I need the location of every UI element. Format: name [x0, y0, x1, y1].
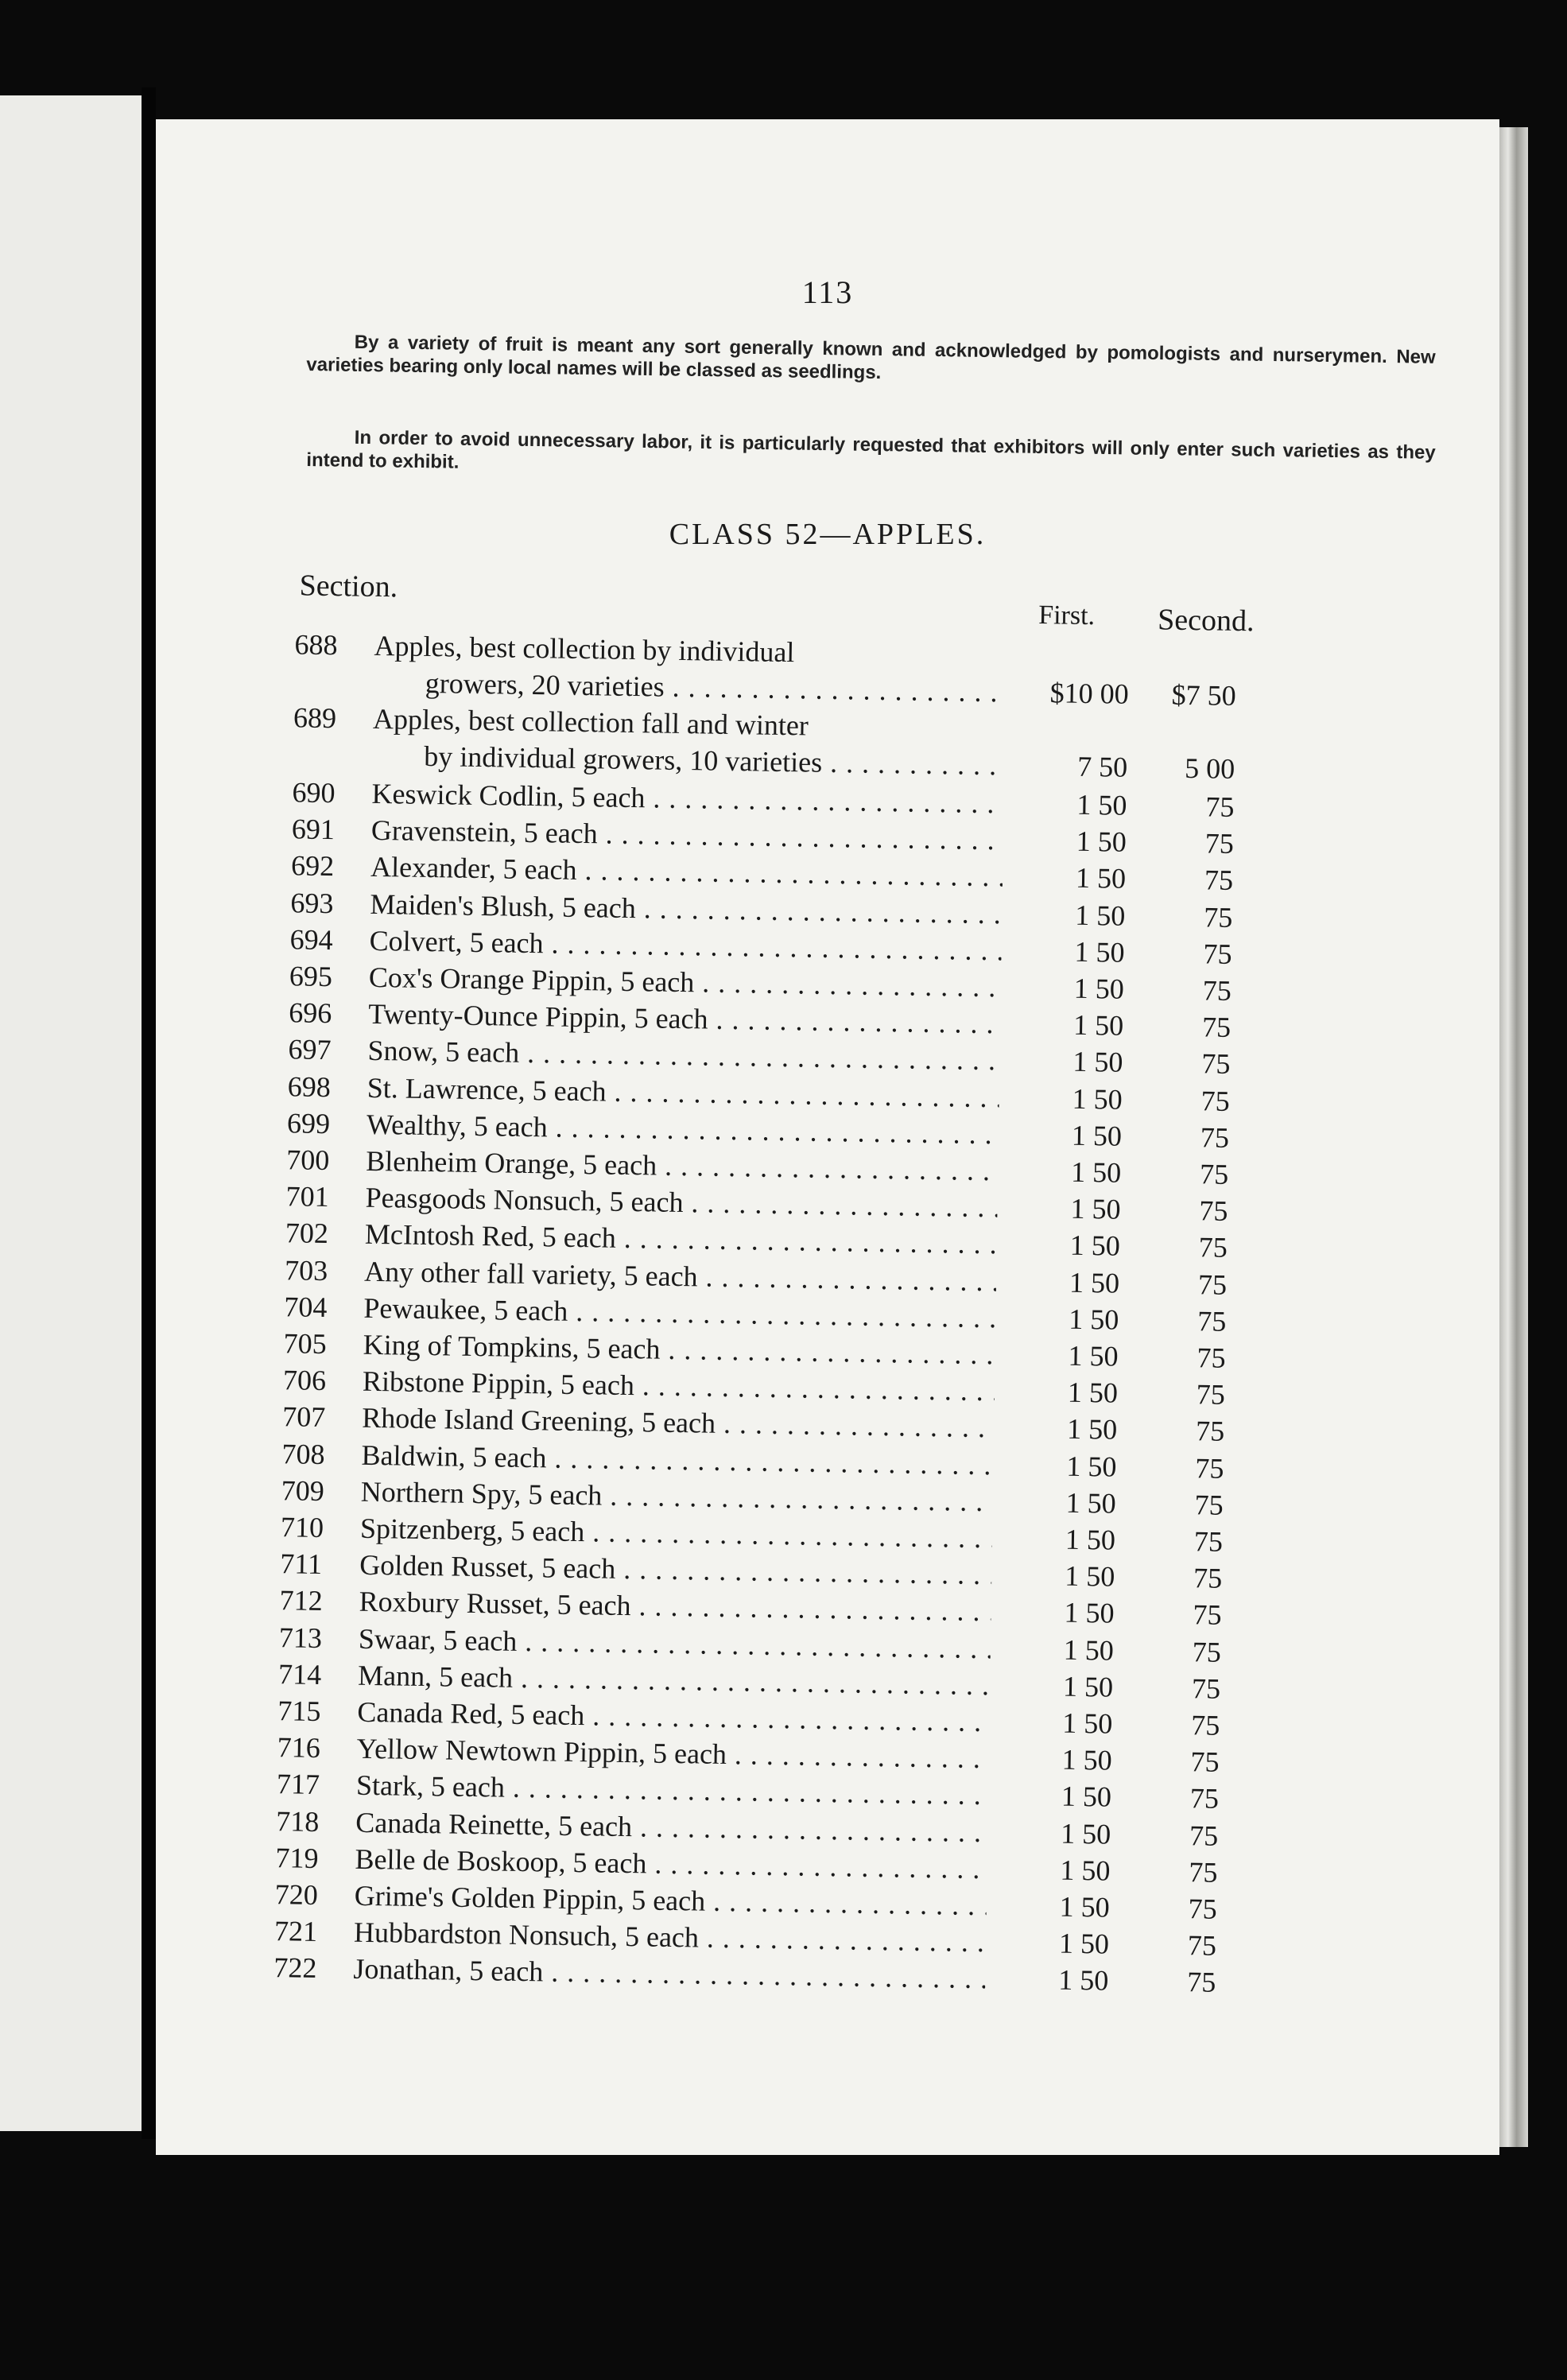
section-number: 703	[284, 1253, 328, 1287]
entry-description: Belle de Boskoop, 5 each . . .	[355, 1841, 987, 1887]
first-prize: 1 50	[1061, 1743, 1112, 1776]
second-prize: 75	[1196, 1378, 1226, 1411]
section-number: 697	[288, 1033, 332, 1066]
entry-description: Colvert, 5 each . . .	[369, 922, 1002, 969]
second-prize: 75	[1197, 1305, 1227, 1338]
section-number: 698	[287, 1070, 332, 1103]
first-prize: 1 50	[1065, 1523, 1116, 1556]
first-prize: 1 50	[1069, 1266, 1120, 1299]
section-number: 715	[277, 1695, 321, 1728]
entry-description: Yellow Newtown Pippin, 5 each . . .	[356, 1730, 989, 1776]
second-prize: 75	[1203, 938, 1232, 970]
first-prize: 1 50	[1060, 1854, 1111, 1887]
second-prize: 75	[1202, 974, 1232, 1007]
intro-text: By a variety of fruit is meant any sort generally known and acknowledged by pomologists and nurserymen. New varieties bearing only local names will be classed as seedlings.	[306, 331, 1436, 384]
section-number: 710	[280, 1511, 324, 1544]
second-prize: 75	[1193, 1598, 1222, 1632]
first-prize: 1 50	[1057, 1964, 1109, 1997]
first-prize: 1 50	[1072, 1046, 1123, 1079]
second-prize: 75	[1192, 1635, 1222, 1668]
second-prize: 75	[1189, 1855, 1218, 1889]
first-prize: 1 50	[1069, 1303, 1119, 1336]
first-prize: 1 50	[1062, 1670, 1114, 1703]
entry-description: Stark, 5 each . . .	[356, 1767, 989, 1813]
section-number: 711	[280, 1547, 323, 1581]
second-prize: 75	[1200, 1121, 1230, 1154]
entry-description: Any other fall variety, 5 each . . .	[364, 1252, 997, 1299]
entry-description: Keswick Codlin, 5 each . . .	[371, 775, 1004, 821]
second-prize: 75	[1195, 1415, 1225, 1448]
first-prize: 1 50	[1067, 1376, 1119, 1409]
second-prize: 75	[1194, 1489, 1224, 1521]
section-number: 704	[284, 1291, 328, 1323]
section-number: 713	[278, 1621, 323, 1654]
section-number: 690	[292, 776, 336, 810]
section-number: 707	[281, 1400, 326, 1434]
entry-description: Peasgoods Nonsuch, 5 each . . .	[365, 1179, 998, 1225]
entry-description: Wealthy, 5 each . . .	[367, 1106, 999, 1152]
entry-description: Blenheim Orange, 5 each . . .	[366, 1143, 999, 1189]
section-number: 702	[285, 1217, 329, 1250]
entry-description: Rhode Island Greening, 5 each . . .	[362, 1400, 995, 1446]
section-number: 712	[279, 1584, 323, 1617]
entry-description-continued: growers, 20 varieties . . .	[425, 665, 1006, 710]
section-number: 700	[286, 1143, 330, 1177]
second-prize: 75	[1191, 1709, 1220, 1741]
first-prize: 1 50	[1069, 1229, 1121, 1263]
second-prize: 75	[1187, 1929, 1217, 1962]
second-prize: 75	[1204, 864, 1234, 897]
second-prize: 75	[1205, 790, 1235, 823]
entry-description: Snow, 5 each . . .	[367, 1032, 1000, 1078]
second-prize: 75	[1197, 1268, 1228, 1301]
entry-description: Grime's Golden Pippin, 5 each . . .	[354, 1877, 987, 1924]
first-prize: 7 50	[1076, 750, 1128, 783]
entry-description: Apples, best collection fall and winter	[372, 702, 809, 742]
second-prize: 75	[1198, 1231, 1228, 1264]
first-prize: 1 50	[1076, 788, 1127, 821]
section-number: 705	[283, 1327, 328, 1361]
entry-description: Roxbury Russet, 5 each . . .	[359, 1583, 991, 1629]
page-number: 113	[801, 274, 854, 310]
section-number: 701	[285, 1180, 329, 1213]
intro-text: In order to avoid unnecessary labor, it is particularly requested that exhibitors will only enter such varieties as they intend to exhibit.	[306, 426, 1436, 473]
column-header-section: Section.	[299, 569, 398, 604]
entry-description: Mann, 5 each . . .	[358, 1657, 991, 1703]
second-prize: 75	[1201, 1011, 1231, 1044]
second-prize: 75	[1191, 1672, 1221, 1705]
second-prize: 75	[1204, 827, 1235, 860]
second-prize: 75	[1186, 1966, 1216, 1999]
first-prize: 1 50	[1070, 1192, 1121, 1225]
second-prize: 75	[1201, 1047, 1231, 1081]
second-prize: 75	[1200, 1084, 1230, 1117]
second-prize: 75	[1193, 1562, 1223, 1594]
section-number: 691	[291, 813, 336, 846]
first-prize: 1 50	[1064, 1597, 1115, 1630]
first-prize: 1 50	[1073, 972, 1125, 1005]
entry-description: Ribstone Pippin, 5 each . . .	[363, 1363, 995, 1409]
section-number: 714	[277, 1657, 322, 1691]
second-prize: 75	[1190, 1745, 1220, 1778]
section-number: 718	[275, 1804, 320, 1838]
first-prize: 1 50	[1066, 1413, 1118, 1446]
entry-description: Jonathan, 5 each . . .	[353, 1951, 986, 1997]
page-stack-edge	[1499, 127, 1528, 2147]
entry-description: Cox's Orange Pippin, 5 each . . .	[369, 959, 1002, 1005]
first-prize: 1 50	[1070, 1155, 1122, 1189]
first-prize: 1 50	[1064, 1559, 1115, 1593]
second-prize: 75	[1188, 1893, 1218, 1925]
entry-description: Maiden's Blush, 5 each . . .	[370, 885, 1003, 931]
first-prize: 1 50	[1061, 1780, 1112, 1814]
entry-description: St. Lawrence, 5 each . . .	[367, 1069, 999, 1115]
first-prize: 1 50	[1068, 1339, 1119, 1372]
section-number: 722	[273, 1951, 317, 1985]
entry-description: Canada Reinette, 5 each . . .	[355, 1803, 988, 1850]
first-prize: 1 50	[1075, 899, 1126, 932]
entry-description: McIntosh Red, 5 each . . .	[365, 1216, 998, 1262]
second-prize: 75	[1189, 1819, 1219, 1852]
prize-list-table	[132, 103, 1507, 2160]
entry-description: Golden Russet, 5 each . . .	[359, 1547, 992, 1593]
second-prize: 75	[1199, 1158, 1229, 1190]
section-number: 719	[275, 1841, 319, 1874]
section-number: 693	[290, 886, 334, 919]
first-prize: 1 50	[1075, 862, 1127, 895]
document-page	[156, 119, 1499, 2155]
section-number: 688	[294, 628, 338, 662]
entry-description: Canada Red, 5 each . . .	[357, 1694, 990, 1740]
second-prize: 5 00	[1184, 751, 1235, 785]
class-heading: CLASS 52—APPLES.	[669, 518, 987, 551]
section-number: 709	[281, 1473, 325, 1507]
first-prize: 1 50	[1063, 1633, 1115, 1667]
second-prize: $7 50	[1171, 678, 1236, 712]
first-prize: 1 50	[1066, 1450, 1117, 1483]
section-number: 716	[277, 1731, 321, 1765]
second-prize: 75	[1193, 1525, 1224, 1558]
section-number: 721	[273, 1915, 318, 1948]
entry-description: Pewaukee, 5 each . . .	[363, 1290, 996, 1336]
column-header-first: First.	[1038, 600, 1096, 631]
second-prize: 75	[1199, 1194, 1228, 1228]
second-prize: 75	[1197, 1341, 1226, 1374]
section-number: 696	[288, 996, 332, 1030]
second-prize: 75	[1189, 1782, 1220, 1815]
section-number: 699	[286, 1107, 331, 1140]
second-prize: 75	[1195, 1451, 1224, 1485]
first-prize: 1 50	[1072, 1082, 1123, 1116]
first-prize: 1 50	[1058, 1927, 1110, 1960]
entry-description: Swaar, 5 each . . .	[359, 1620, 991, 1666]
first-prize: 1 50	[1072, 1008, 1124, 1042]
entry-description: Spitzenberg, 5 each . . .	[360, 1510, 993, 1556]
left-facing-page	[0, 95, 142, 2131]
section-number: 717	[276, 1768, 320, 1801]
entry-description: Hubbardston Nonsuch, 5 each . . .	[354, 1914, 987, 1960]
entry-description: King of Tompkins, 5 each . . .	[363, 1326, 995, 1372]
first-prize: 1 50	[1065, 1486, 1117, 1520]
section-number: 720	[274, 1878, 319, 1911]
entry-description: Alexander, 5 each . . .	[370, 848, 1003, 895]
second-prize: 75	[1203, 900, 1233, 934]
column-header-second: Second.	[1157, 603, 1255, 639]
section-number: 706	[282, 1364, 327, 1397]
section-number: 692	[290, 849, 335, 883]
first-prize: 1 50	[1062, 1706, 1113, 1740]
section-number: 694	[289, 923, 334, 956]
entry-description: Northern Spy, 5 each . . .	[360, 1473, 993, 1520]
entry-description: Gravenstein, 5 each . . .	[371, 812, 1004, 858]
entry-description: Apples, best collection by individual	[374, 629, 795, 669]
entry-description-continued: by individual growers, 10 varieties . . .	[424, 738, 1005, 783]
first-prize: 1 50	[1060, 1817, 1111, 1850]
first-prize: 1 50	[1076, 825, 1127, 858]
entry-description: Baldwin, 5 each . . .	[361, 1436, 994, 1482]
section-number: 695	[289, 960, 333, 993]
section-number: 689	[293, 701, 337, 735]
section-number: 708	[281, 1437, 325, 1470]
first-prize: $10 00	[1049, 677, 1130, 710]
first-prize: 1 50	[1059, 1890, 1111, 1924]
first-prize: 1 50	[1074, 935, 1125, 969]
entry-description: Twenty-Ounce Pippin, 5 each . . .	[368, 996, 1001, 1042]
first-prize: 1 50	[1071, 1119, 1123, 1152]
